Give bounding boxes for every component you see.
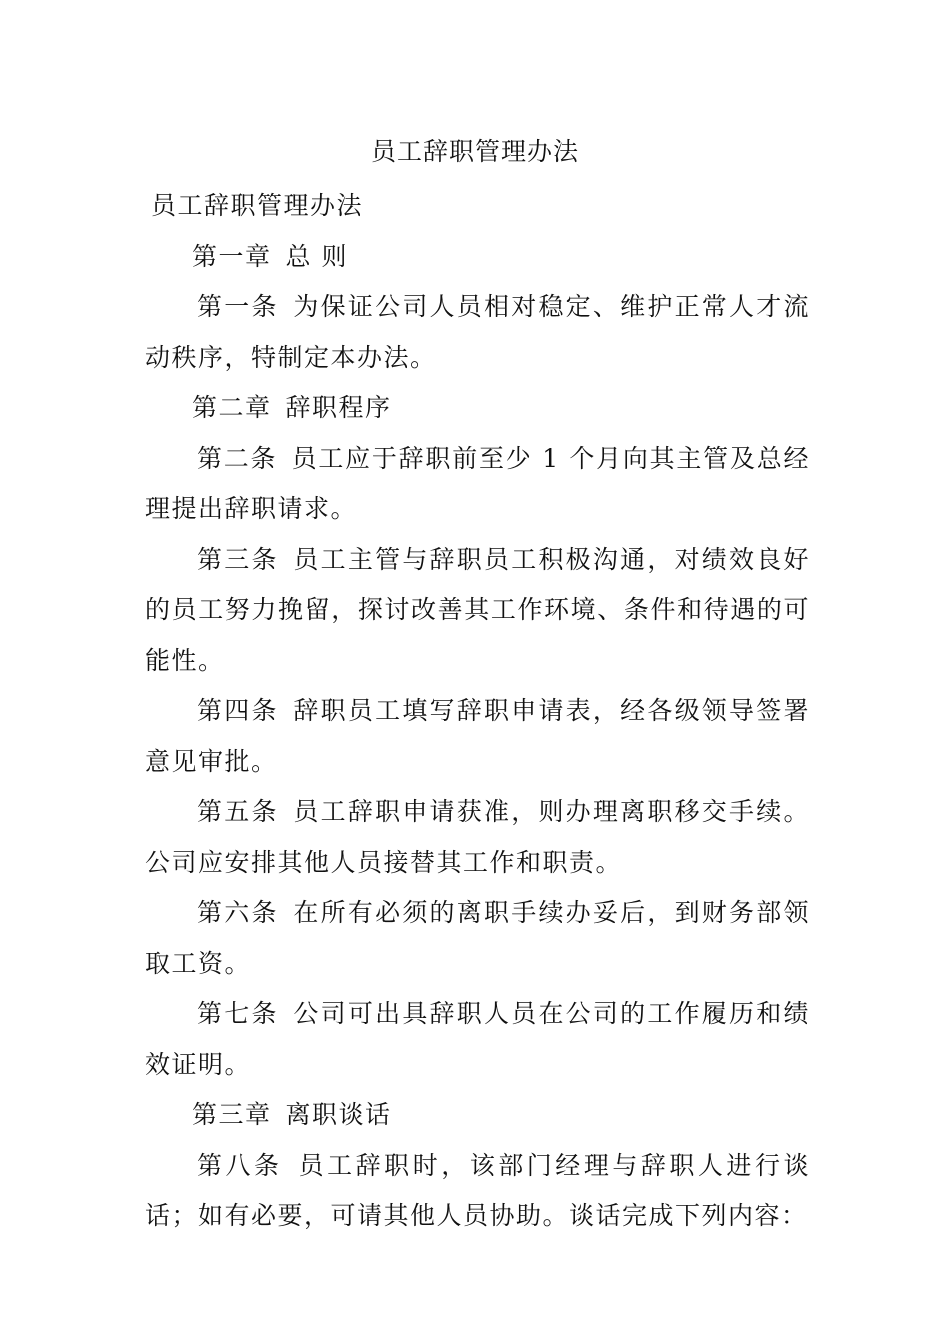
article-text: 员工主管与辞职员工积极沟通，对绩效良好的员工努力挽留，探讨改善其工作环境、条件和待遇的可能性。 (145, 544, 810, 675)
chapter-label: 第二章 (192, 393, 272, 422)
chapter-name: 离职谈话 (285, 1100, 392, 1129)
chapter-heading (145, 383, 810, 434)
article-label: 第四条 (197, 696, 279, 725)
article-paragraph (145, 282, 810, 383)
chapter-name: 辞职程序 (285, 393, 392, 422)
article-text: 员工应于辞职前至少 1 个月向其主管及总经理提出辞职请求。 (145, 443, 810, 523)
document-body (145, 181, 810, 1242)
chapter-label: 第三章 (192, 1100, 272, 1129)
article-label: 第二条 (197, 443, 278, 473)
article-paragraph (145, 787, 810, 888)
article-paragraph (145, 535, 810, 687)
article-text: 公司可出具辞职人员在公司的工作履历和绩效证明。 (145, 999, 810, 1079)
article-text: 在所有必须的离职手续办妥后，到财务部领取工资。 (145, 898, 810, 978)
chapter-label: 第一章 (192, 241, 272, 271)
article-text: 员工辞职时，该部门经理与辞职人进行谈话；如有必要，可请其他人员协助。谈话完成下列内容： (145, 1150, 810, 1230)
article-paragraph (145, 888, 810, 989)
chapter-heading (145, 1090, 810, 1141)
document-subtitle: 员工辞职管理办法 (151, 191, 364, 220)
article-text: 员工辞职申请获准，则办理离职移交手续。公司应安排其他人员接替其工作和职责。 (145, 797, 810, 877)
chapter-heading (145, 232, 810, 283)
document-title: 员工辞职管理办法 (370, 137, 579, 166)
article-paragraph (145, 1141, 810, 1242)
article-label: 第八条 (197, 1150, 283, 1180)
article-paragraph (145, 686, 810, 787)
chapter-name: 总 则 (285, 241, 348, 271)
article-label: 第五条 (197, 797, 279, 826)
article-text: 辞职员工填写辞职申请表，经各级领导签署意见审批。 (145, 696, 810, 776)
article-label: 第六条 (197, 898, 279, 927)
article-label: 第三条 (197, 544, 279, 574)
article-paragraph (145, 989, 810, 1090)
article-text: 为保证公司人员相对稳定、维护正常人才流动秩序，特制定本办法。 (145, 292, 810, 372)
article-label: 第七条 (197, 999, 279, 1028)
article-label: 第一条 (197, 292, 279, 321)
article-paragraph (145, 434, 810, 535)
